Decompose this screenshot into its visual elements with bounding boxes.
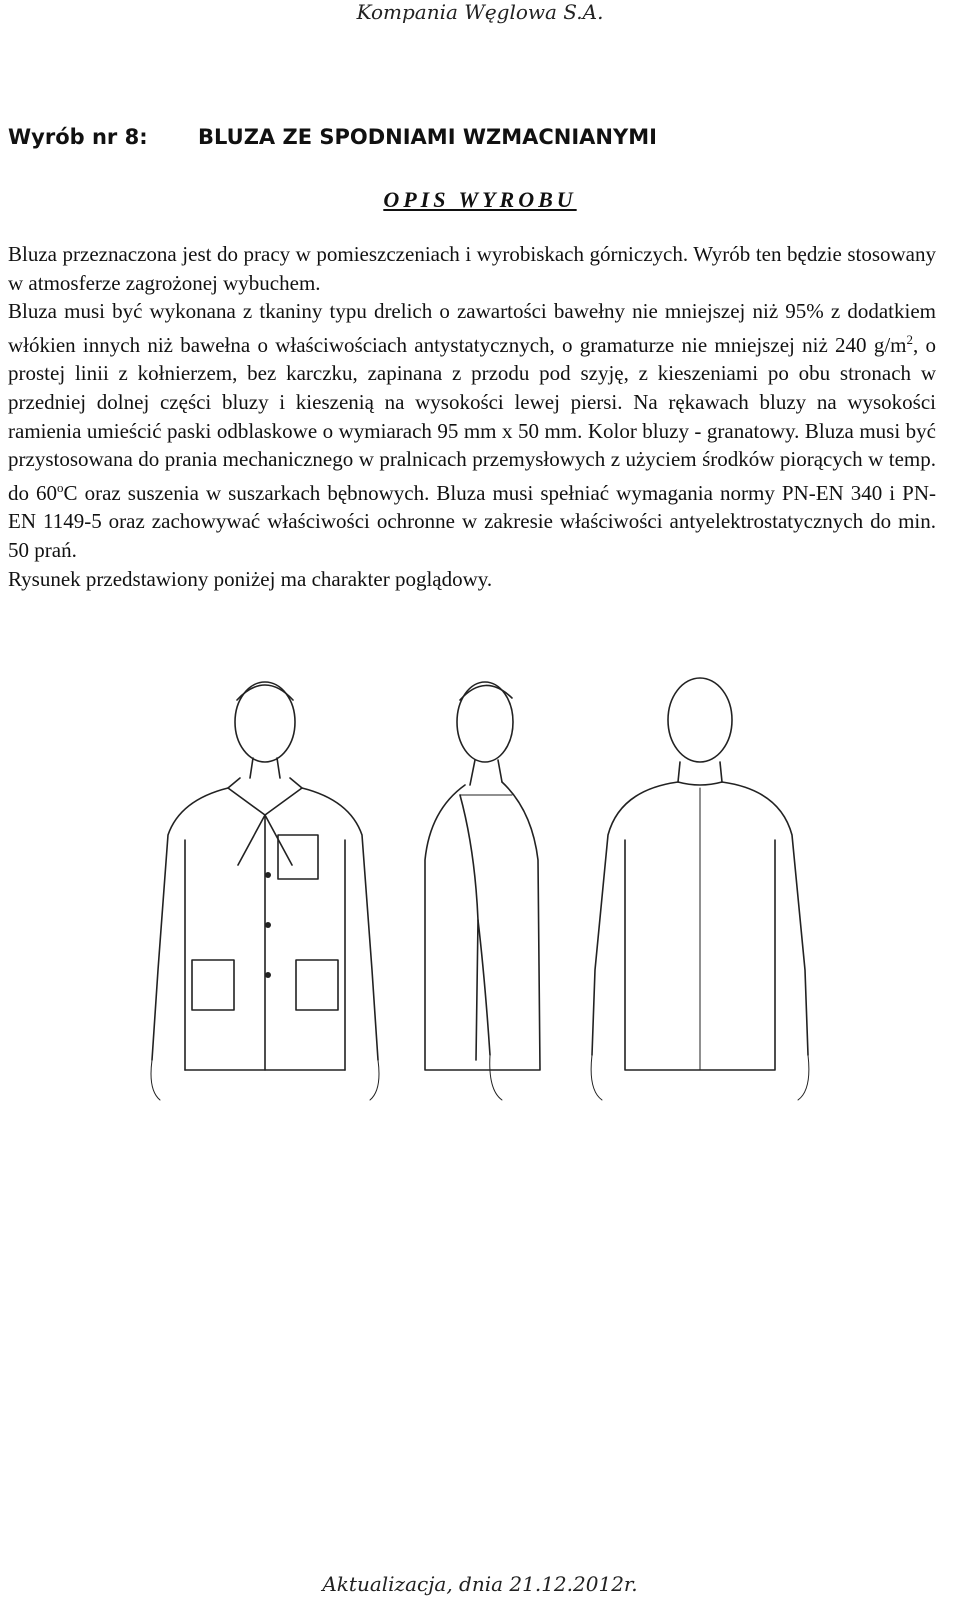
degree-sign: o: [57, 479, 64, 495]
product-description: [8, 240, 936, 593]
side-view-figure: [425, 682, 540, 1100]
product-name: BLUZA ZE SPODNIAMI WZMACNIANYMI: [198, 125, 657, 149]
company-header: Kompania Węglowa S.A.: [356, 0, 604, 24]
description-paragraph-2: [8, 297, 936, 564]
description-paragraph-3: Rysunek przedstawiony poniżej ma charakter poglądowy.: [8, 566, 493, 591]
superscript-2: 2: [906, 331, 913, 347]
back-view-figure: [591, 678, 809, 1100]
description-text-a: Bluza musi być wykonana z tkaniny typu drelich o zawartości bawełny nie mniejszej niż 95% z dodatkiem włókien innych niż bawełna o właściwościach antystatycznych, o gramaturze nie mniejszej niż 240 g/m: [8, 299, 936, 357]
description-text-b: , o prostej linii z kołnierzem, bez karczku, zapinana z przodu pod szyję, z kieszeniami po obu stronach w przedniej dolnej części bluzy i kieszenią na wysokości lewej piersi. Na rękawach bluzy na wysokości ramienia umieścić paski odblaskowe o wymiarach 95 mm x 50 mm. Kolor bluzy - granatowy. Bluza musi być przystosowana do prania mechanicznego w pralnicach przemysłowych z użyciem środków piorących w temp. do 60: [8, 332, 936, 505]
jacket-illustration: [140, 660, 820, 1120]
section-subtitle: OPIS WYROBU: [383, 187, 577, 212]
description-paragraph-1: Bluza przeznaczona jest do pracy w pomieszczeniach i wyrobiskach górniczych. Wyrób ten będzie stosowany w atmosferze zagrożonej wybuchem.: [8, 242, 936, 295]
front-view-figure: [151, 682, 379, 1100]
update-date: Aktualizacja, dnia 21.12.2012r.: [322, 1572, 638, 1596]
product-number: Wyrób nr 8:: [8, 125, 148, 149]
description-text-c: C oraz suszenia w suszarkach bębnowych. Bluza musi spełniać wymagania normy PN-EN 340 i PN-EN 1149-5 oraz zachowywać właściwości ochronne w zakresie właściwości antyelektrostatycznych do min. 50 prań.: [8, 480, 936, 562]
product-title: [8, 125, 948, 159]
